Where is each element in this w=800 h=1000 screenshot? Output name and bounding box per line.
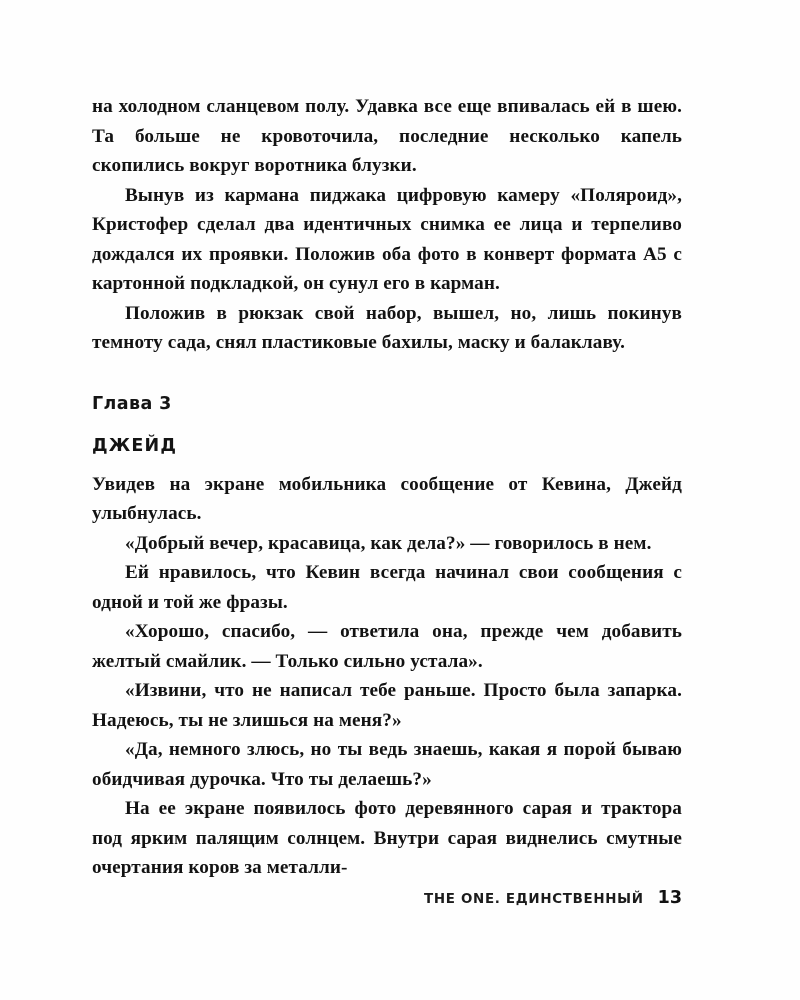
paragraph: Вынув из кармана пиджака цифровую камеру «Поляроид», Кристофер сделал два идентичных снимка ее лица и терпеливо дождался их проявки. Положив оба фото в конверт формата А5 с картонной подкладкой, он сунул его в карман. [92,184,682,294]
paragraph: «Хорошо, спасибо, — ответила она, прежде чем добавить желтый смайлик. — Только сильно устала». [92,621,682,672]
paragraph: «Извини, что не написал тебе раньше. Просто была запарка. Надеюсь, ты не злишься на меня?» [92,680,682,731]
body-text-top [92,92,682,358]
chapter-number-label: Глава 3 [92,393,172,414]
paragraph: «Добрый вечер, красавица, как дела?» — говорилось в нем. [125,532,652,554]
paragraph: «Да, немного злюсь, но ты ведь знаешь, какая я порой бываю обидчивая дурочка. Что ты делаешь?» [92,739,682,790]
page-number: 13 [657,888,682,908]
paragraph: На ее экране появилось фото деревянного сарая и трактора под ярким палящим солнцем. Внутри сарая виднелись смутные очертания коров за металли- [92,798,682,878]
paragraph: Положив в рюкзак свой набор, вышел, но, лишь покинув темноту сада, снял пластиковые бахилы, маску и балаклаву. [92,302,682,353]
chapter-title: ДЖЕЙД [92,435,178,456]
paragraph: Увидев на экране мобильника сообщение от Кевина, Джейд улыбнулась. [92,473,682,524]
running-title: THE ONE. ЕДИНСТВЕННЫЙ [424,892,644,907]
body-text-bottom [92,470,682,883]
paragraph: Ей нравилось, что Кевин всегда начинал свои сообщения с одной и той же фразы. [92,562,682,613]
paragraph: на холодном сланцевом полу. Удавка все еще впивалась ей в шею. Та больше не кровоточила, последние несколько капель скопились вокруг воротника блузки. [92,96,682,176]
page-footer [92,888,682,908]
chapter-heading [92,394,682,456]
